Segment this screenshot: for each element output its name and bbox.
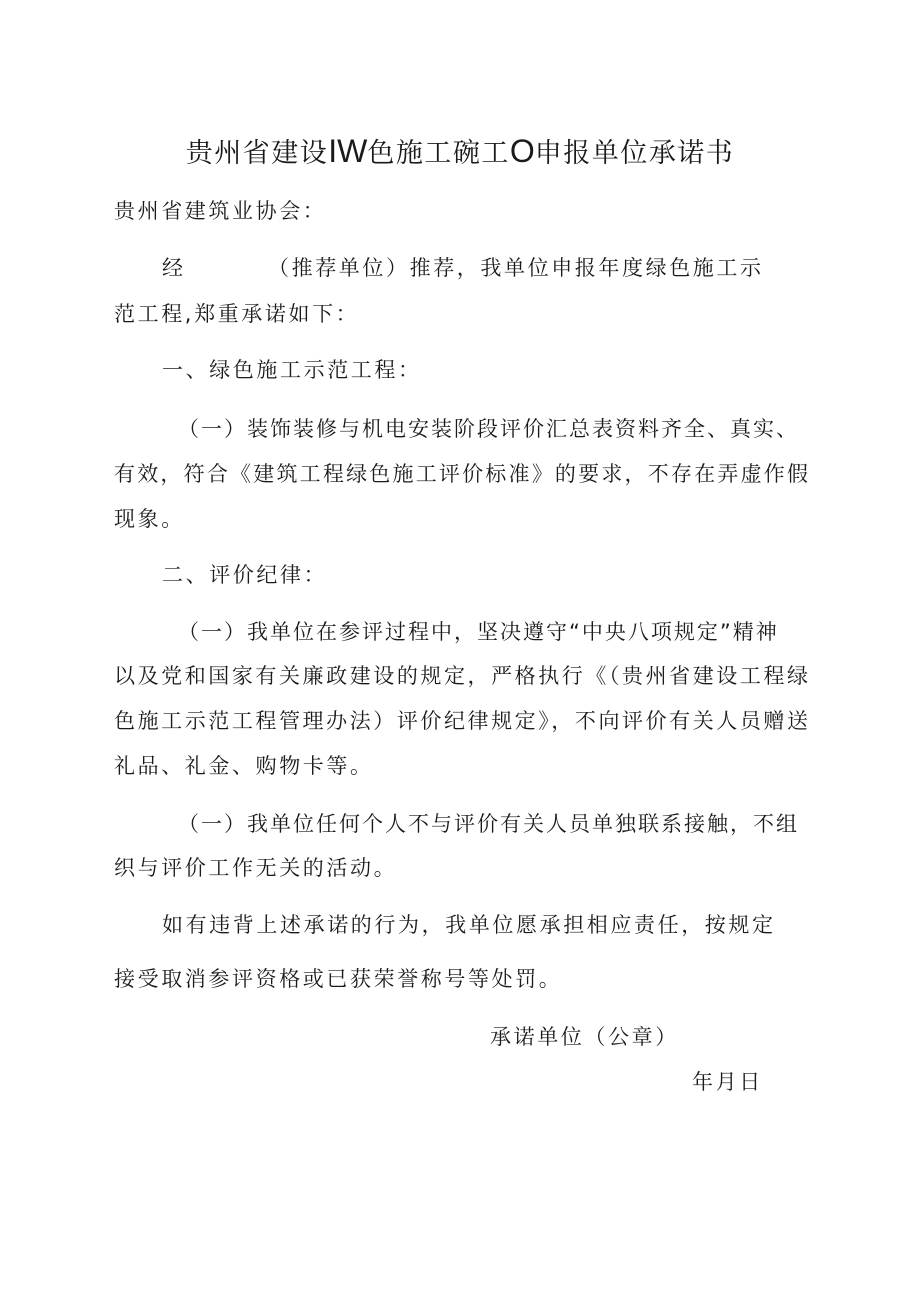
closing-line: 接受取消参评资格或已获荣誉称号等处罚。	[114, 967, 563, 991]
date-line: 年月日	[692, 1070, 763, 1094]
intro-jing: 经	[162, 256, 186, 280]
section2-item1-line: （一）我单位在参评过程中，坚决遵守“中央八项规定”精神	[178, 620, 779, 644]
closing-line: 如有违背上述承诺的行为，我单位愿承担相应责任，按规定	[162, 913, 776, 937]
section2-item1-line: 以及党和国家有关廉政建设的规定，严格执行《（贵州省建设工程绿	[114, 664, 808, 688]
section2-item1-line: 色施工示范工程管理办法）评价纪律规定》，不向评价有关人员赠送	[114, 709, 808, 733]
intro-line-2: 范工程,郑重承诺如下：	[114, 302, 360, 326]
section2-item2-line: 织与评价工作无关的活动。	[114, 856, 398, 880]
document-title	[0, 135, 920, 167]
section2-heading: 二、评价纪律：	[162, 563, 328, 587]
section1-item1-line: （一）装饰装修与机电安装阶段评价汇总表资料齐全、真实、	[178, 417, 799, 441]
title-part-1: 贵州省建设	[185, 138, 329, 169]
section2-item1-line: 礼品、礼金、购物卡等。	[114, 754, 374, 778]
title-part-4: O	[509, 133, 535, 169]
title-part-5: 申报单位承诺书	[534, 138, 735, 169]
section1-heading: 一、绿色施工示范工程：	[162, 358, 422, 382]
salutation: 贵州省建筑业协会：	[114, 199, 327, 223]
title-part-2: IW	[328, 133, 368, 169]
signature-line: 承诺单位（公章）	[490, 1025, 679, 1049]
section1-item1-line: 有效，符合《建筑工程绿色施工评价标准》的要求，不存在弄虚作假	[114, 462, 808, 486]
intro-line-1: （推荐单位）推荐，我单位申报年度绿色施工示	[268, 256, 764, 280]
title-part-3: 色施工碗工	[367, 138, 510, 169]
section2-item2-line: （一）我单位任何个人不与评价有关人员单独联系接触，不组	[178, 812, 799, 836]
section1-item1-line: 现象。	[114, 507, 185, 531]
